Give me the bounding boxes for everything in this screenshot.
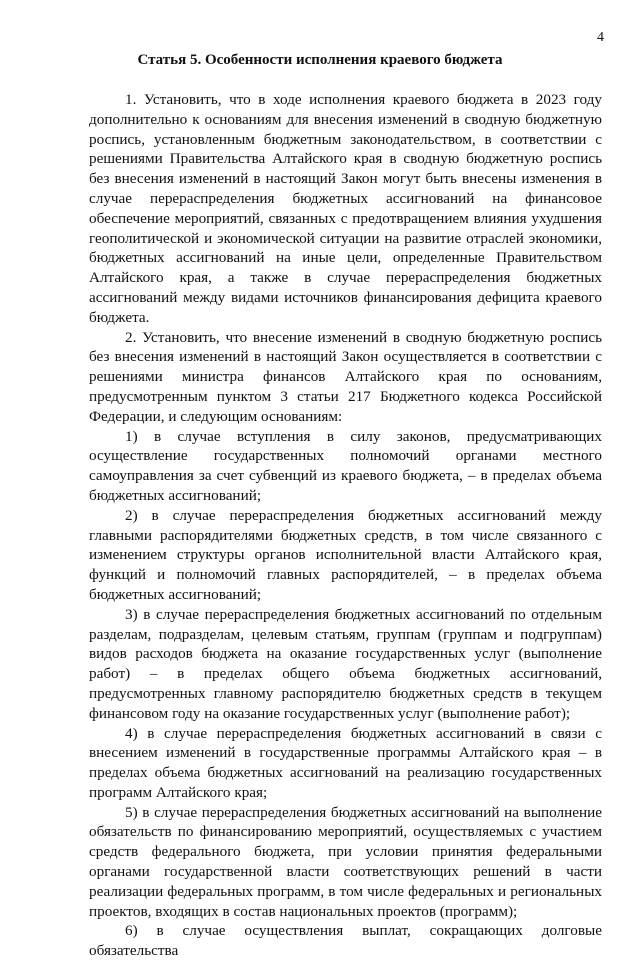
- list-item-3: 3) в случае перераспределения бюджетных ассигнований по отдельным разделам, подразделам, целевым статьям, группам (группам и подгруппам) видов расходов бюджета на оказание государственных услуг (выполнение работ) – в пределах общего объема бюджетных ассигнований, предусмотренных главному распорядителю бюджетных средств в текущем финансовом году на оказание государственных услуг (выполнение работ);: [89, 605, 602, 722]
- list-item-1: 1) в случае вступления в силу законов, предусматривающих осуществление государственных полномочий органами местного самоуправления за счет субвенций из краевого бюджета, – в пределах объема бюджетных ассигнований;: [89, 427, 602, 504]
- list-item-4: 4) в случае перераспределения бюджетных ассигнований в связи с внесением изменений в государственные программы Алтайского края – в пределах объема бюджетных ассигнований на реализацию государственных программ Алтайского края;: [89, 724, 602, 801]
- paragraph-2: 2. Установить, что внесение изменений в сводную бюджетную роспись без внесения изменений в настоящий Закон осуществляется в соответствии с решениями министра финансов Алтайского края по основаниям, предусмотренным пунктом 3 статьи 217 Бюджетного кодекса Российской Федерации, и следующим основаниям:: [89, 328, 602, 425]
- list-item-6: 6) в случае осуществления выплат, сокращающих долговые обязательства: [89, 922, 602, 960]
- article-heading: [0, 52, 640, 69]
- list-item-5: 5) в случае перераспределения бюджетных ассигнований на выполнение обязательств по финансированию мероприятий, осуществляемых с участием средств федерального бюджета, при условии принятия федеральными органами государственной власти соответствующих решений в части реализации федеральных программ, в том числе федеральных и региональных проектов, входящих в состав национальных проектов (программ);: [89, 803, 602, 920]
- page-number: 4: [597, 30, 604, 45]
- article-label: Статья 5.: [137, 52, 202, 68]
- article-title: Особенности исполнения краевого бюджета: [204, 52, 503, 68]
- paragraph-1: 1. Установить, что в ходе исполнения краевого бюджета в 2023 году дополнительно к основаниям для внесения изменений в сводную бюджетную роспись, установленным бюджетным законодательством, в соответствии с решениями Правительства Алтайского края в сводную бюджетную роспись без внесения изменений в настоящий Закон могут быть внесены изменения в случае перераспределения бюджетных ассигнований на финансовое обеспечение мероприятий, связанных с предотвращением влияния ухудшения геополитической и экономической ситуации на развитие отраслей экономики, бюджетных ассигнований на иные цели, определенные Правительством Алтайского края, а также в случае перераспределения бюджетных ассигнований между видами источников финансирования дефицита краевого бюджета.: [89, 91, 602, 326]
- article-body: [89, 90, 602, 961]
- list-item-2: 2) в случае перераспределения бюджетных ассигнований между главными распорядителями бюджетных средств, в том числе связанного с изменением структуры органов исполнительной власти Алтайского края, функций и полномочий главных распорядителей, – в пределах объема бюджетных ассигнований;: [89, 506, 602, 603]
